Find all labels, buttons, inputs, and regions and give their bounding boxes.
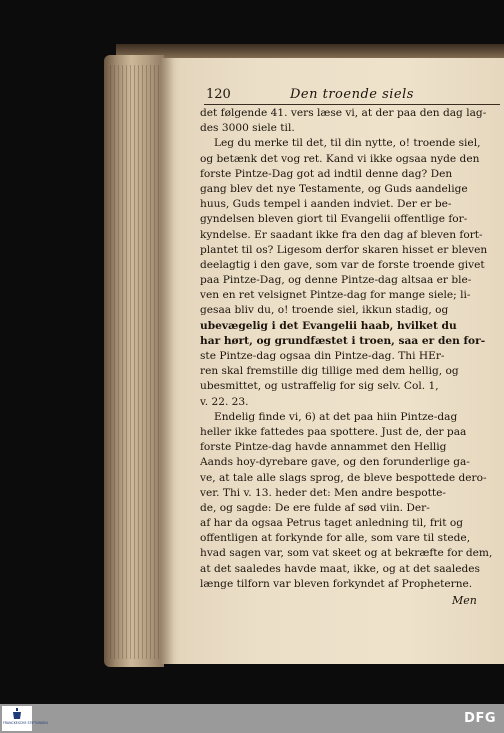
running-title: Den troende siels [290, 87, 414, 102]
text-line: længe tilforn var bleven forkyndet af Propheterne. [200, 577, 473, 590]
text-line: forste Pintze-dag havde annammet den Hellig [200, 441, 447, 454]
text-line: har hørt, og grundfæstet i troen, saa er den for- [200, 334, 486, 347]
page-text [200, 106, 500, 592]
text-line: det følgende 41. vers læse vi, at der paa den dag lag- [200, 107, 487, 119]
text-line: Endelig finde vi, 6) at det paa hiin Pintze-dag [214, 410, 458, 423]
text-line: gang blev det nye Testamente, og Guds aandelige [200, 182, 468, 195]
text-line: og betænk det vog ret. Kand vi ikke ogsaa nyde den [200, 152, 480, 165]
text-line: huus, Guds tempel i aanden indviet. Der er be- [200, 198, 452, 211]
text-line: plantet til os? Ligesom derfor skaren hisset er bleven [200, 243, 488, 256]
text-line: ste Pintze-dag ogsaa din Pintze-dag. Thi HEr- [200, 350, 445, 362]
text-line: deelagtig i den gave, som var de forste troende givet [200, 258, 485, 271]
viewer-footer-bar [0, 704, 504, 733]
text-line: kyndelse. Er saadant ikke fra den dag af bleven fort- [200, 228, 483, 241]
page-header [206, 86, 496, 104]
logo-text: FRANCKESCHE STIFTUNGEN [3, 721, 48, 725]
text-line: ve, at tale alle slags sprog, de bleve bespottede dero- [200, 471, 487, 484]
text-line: ren skal fremstille dig tillige med dem hellig, og [200, 365, 459, 378]
text-line: at det saaledes havde maat, ikke, og at det saaledes [200, 562, 480, 575]
text-line: Leg du merke til det, til din nytte, o! troende siel, [214, 137, 481, 150]
text-line: ubevægelig i det Evangelii haab, hvilket du [200, 319, 457, 332]
text-line: des 3000 siele til. [200, 122, 295, 135]
text-line: forste Pintze-Dag got ad indtil denne dag? Den [200, 167, 453, 180]
text-line: af har da ogsaa Petrus taget anledning til, frit og [200, 517, 464, 530]
header-rule [204, 104, 500, 105]
institution-emblem-icon [12, 708, 22, 720]
text-line: hvad sagen var, som vat skeet og at bekræfte for dem, [200, 547, 493, 560]
text-line: offentligen at forkynde for alle, som vare til stede, [200, 532, 471, 545]
text-line: paa Pintze-Dag, og denne Pintze-dag altsaa er ble- [200, 274, 472, 287]
page-gutter-shadow [160, 58, 174, 664]
text-line: de, og sagde: De ere fulde af sød viin. Der- [200, 501, 430, 514]
book-page-edges [104, 55, 164, 667]
dfg-logo[interactable]: DFG [464, 711, 496, 726]
catchword: Men [452, 594, 477, 607]
text-line: ver. Thi v. 13. heder det: Men andre bespotte- [200, 486, 446, 499]
page-number: 120 [206, 87, 231, 102]
francke-logo[interactable] [2, 706, 48, 731]
text-line: v. 22. 23. [200, 395, 249, 408]
text-line: gyndelsen bleven giort til Evangelii offentlige for- [200, 213, 468, 226]
text-line: ubesmittet, og ustraffelig for sig selv. Col. 1, [200, 380, 439, 393]
text-line: Aands hoy-dyrebare gave, og den forunderlige ga- [200, 456, 470, 469]
text-line: heller ikke fattedes paa spottere. Just de, der paa [200, 425, 467, 438]
text-line: gesaa bliv du, o! troende siel, ikkun stadig, og [200, 304, 449, 317]
text-line: ven en ret velsignet Pintze-dag for mange siele; li- [200, 289, 471, 302]
